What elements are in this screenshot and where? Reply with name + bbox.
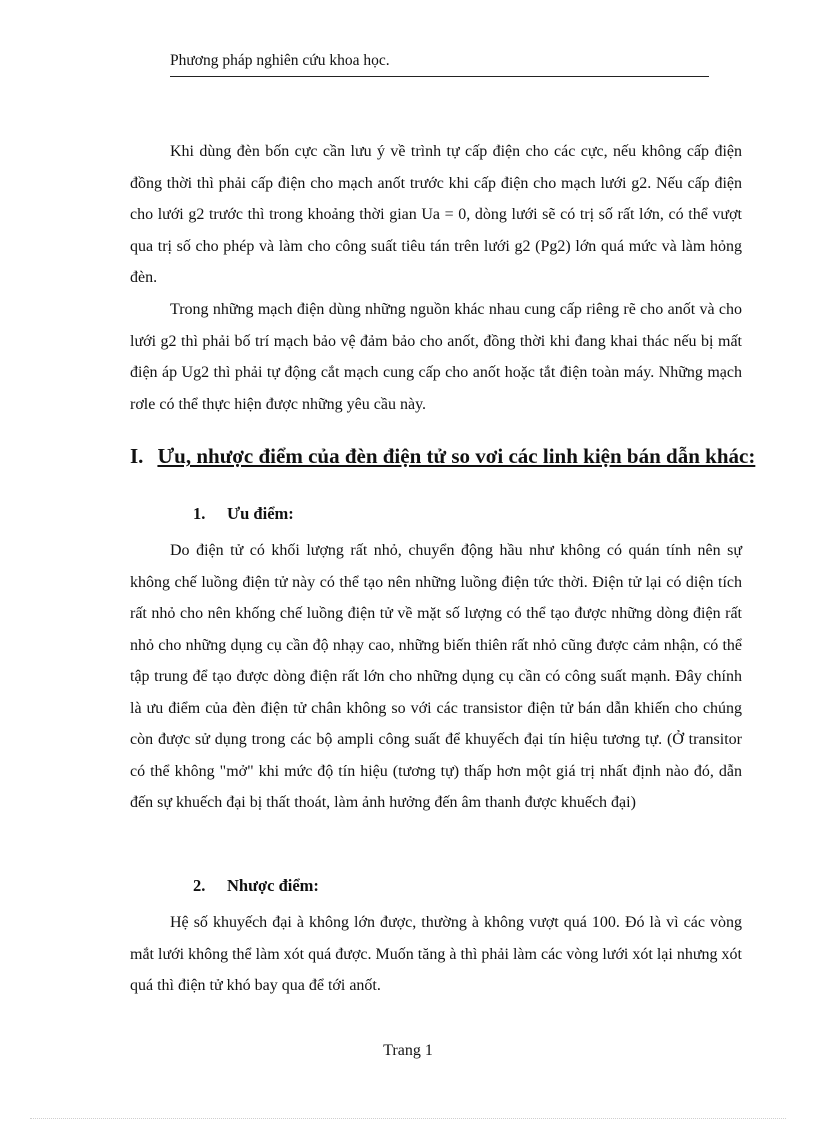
- page-number: Trang 1: [383, 1042, 433, 1059]
- section-number: I.: [130, 444, 144, 468]
- page-header: Phương pháp nghiên cứu khoa học.: [170, 52, 709, 77]
- paragraph-disadvantages: Hệ số khuyếch đại à không lớn được, thường à không vượt quá 100. Đó là vì các vòng mắt lưới không thể làm xót quá được. Muốn tăng à thì phải làm các vòng lưới xót lại nhưng xót quá thì điện tử khó bay qua để tới anốt.: [130, 914, 742, 994]
- paragraph-protection-circuit: Trong những mạch điện dùng những nguồn khác nhau cung cấp riêng rẽ cho anốt và cho lưới g2 thì phải bố trí mạch bảo vệ đảm bảo cho anốt, đồng thời khi đang khai thác nếu bị mất điện áp Ug2 thì phải tự động cắt mạch cung cấp cho anốt hoặc tắt điện toàn máy. Những mạch rơle có thể thực hiện được những yêu cầu này.: [130, 301, 742, 413]
- subheading-disadvantages: [193, 876, 319, 896]
- paragraph-power-sequence: Khi dùng đèn bốn cực cần lưu ý về trình tự cấp điện cho các cực, nếu không cấp điện đồng thời thì phải cấp điện cho mạch anốt trước khi cấp điện cho mạch lưới g2. Nếu cấp điện cho lưới g2 trước thì trong khoảng thời gian Ua = 0, dòng lưới sẽ có trị số rất lớn, có thể vượt qua trị số cho phép và làm cho công suất tiêu tán trên lưới g2 (Pg2) lớn quá mức và làm hỏng đèn.: [130, 143, 742, 286]
- section-heading-advantages-disadvantages: [130, 443, 770, 469]
- paragraph-advantages: Do điện tử có khối lượng rất nhỏ, chuyển động hầu như không có quán tính nên sự không chế luồng điện tử này có thể tạo nên những luồng điện tức thời. Điện tử lại có diện tích rất nhỏ cho nên khống chế luồng điện tử về mặt số lượng có thể tạo được những dòng điện rất nhỏ cho những dụng cụ cần độ nhạy cao, những biến thiên rất nhỏ cũng được cảm nhận, có thể tập trung để tạo được dòng điện rất lớn cho những dụng cụ cần có công suất mạnh. Đây chính là ưu điểm của đèn điện tử chân không so với các transistor điện tử bán dẫn khiến cho chúng còn được sử dụng trong các bộ ampli công suất để khuyếch đại tín hiệu tương tự. (Ở transitor có thể không "mở" khi mức độ tín hiệu (tương tự) thấp hơn một giá trị nhất định nào đó, dẫn đến sự khuếch đại bị thất thoát, làm ảnh hưởng đến âm thanh được khuếch đại): [130, 542, 742, 811]
- section-title: Ưu, nhược điểm của đèn điện tử so vơi các linh kiện bán dẫn khác:: [157, 444, 756, 468]
- page-bottom-divider: [30, 1118, 786, 1119]
- subheading-advantages: [193, 504, 294, 524]
- subheading-number: 1.: [193, 504, 206, 523]
- subheading-number: 2.: [193, 876, 206, 895]
- subheading-title: Nhược điểm:: [227, 876, 319, 895]
- subheading-title: Ưu điểm:: [227, 504, 294, 523]
